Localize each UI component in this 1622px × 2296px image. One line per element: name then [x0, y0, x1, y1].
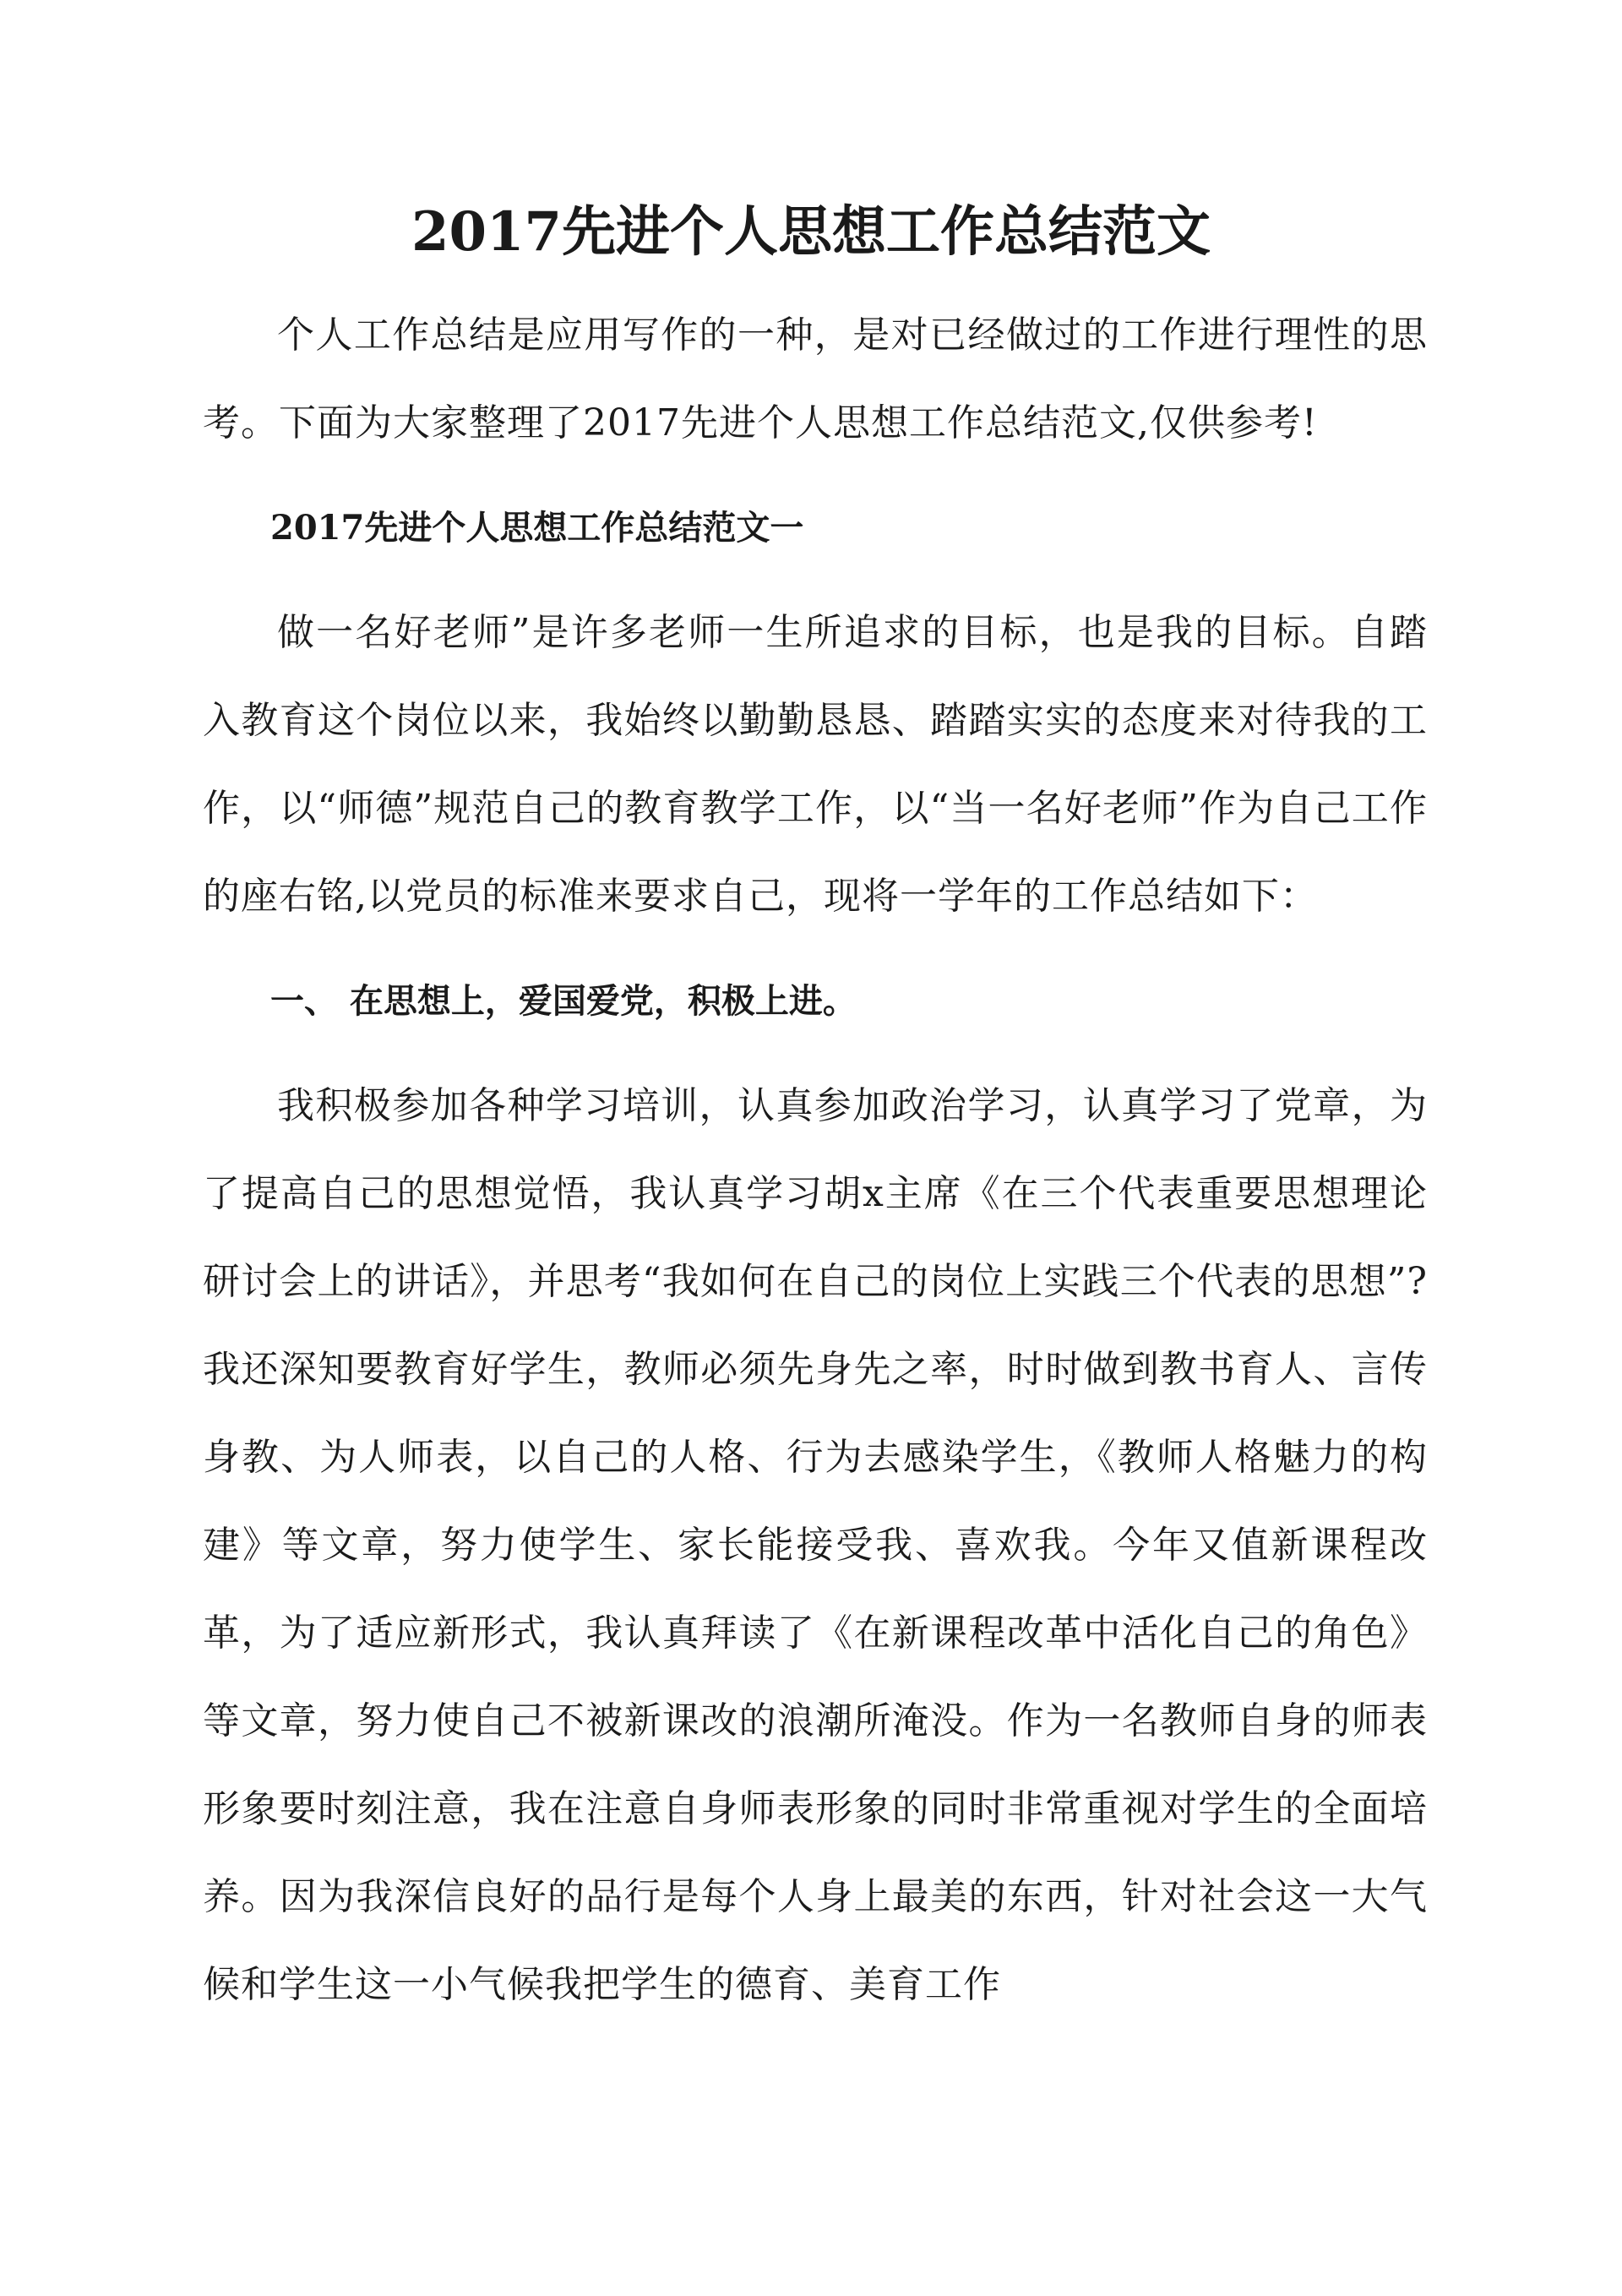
document-title: 2017先进个人思想工作总结范文: [411, 200, 1211, 264]
body-paragraph-1: 做一名好老师”是许多老师一生所追求的目标，也是我的目标。自踏入教育这个岗位以来，我始终以勤勤恳恳、踏踏实实的态度来对待我的工作，以“师德”规范自己的教育教学工作，以“当一名好老师”作为自己工作的座右铭,以党员的标准来要求自己，现将一学年的工作总结如下：: [203, 611, 1428, 918]
intro-paragraph: 个人工作总结是应用写作的一种，是对已经做过的工作进行理性的思考。下面为大家整理了2017先进个人思想工作总结范文,仅供参考!: [203, 314, 1428, 444]
subheading-1: 一、 在思想上，爱国爱党，积极上进。: [270, 981, 857, 1021]
document-body: [203, 292, 1428, 2029]
section-heading: 2017先进个人思想工作总结范文一: [270, 508, 804, 548]
body-paragraph-2: 我积极参加各种学习培训，认真参加政治学习，认真学习了党章，为了提高自己的思想觉悟，我认真学习胡x主席《在三个代表重要思想理论研讨会上的讲话》，并思考“我如何在自己的岗位上实践三个代表的思想”?我还深知要教育好学生，教师必须先身先之率，时时做到教书育人、言传身教、为人师表，以自己的人格、行为去感染学生，《教师人格魅力的构建》等文章，努力使学生、家长能接受我、喜欢我。今年又值新课程改革，为了适应新形式，我认真拜读了《在新课程改革中活化自己的角色》等文章，努力使自己不被新课改的浪潮所淹没。作为一名教师自身的师表形象要时刻注意，我在注意自身师表形象的同时非常重视对学生的全面培养。因为我深信良好的品行是每个人身上最美的东西，针对社会这一大气候和学生这一小气候我把学生的德育、美育工作: [203, 1084, 1428, 2006]
